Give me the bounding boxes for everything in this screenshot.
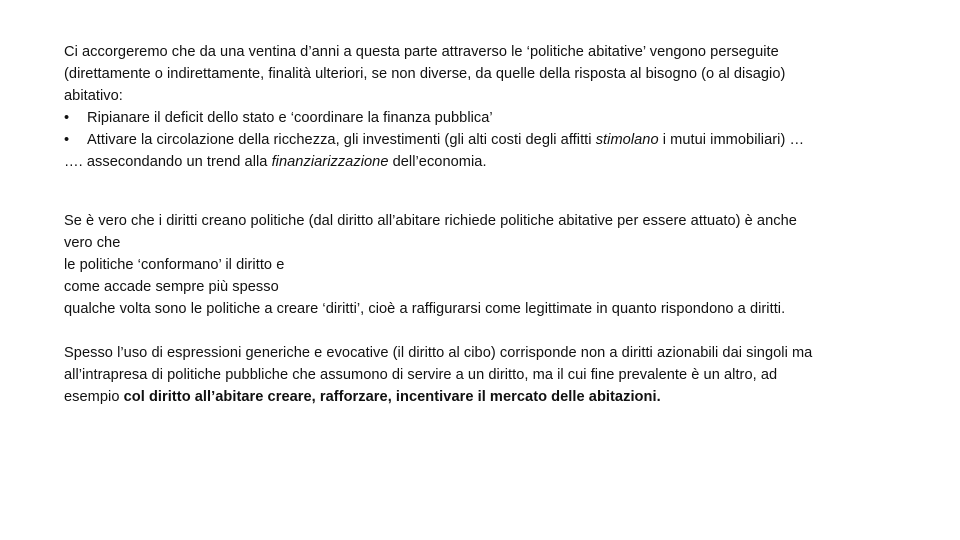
text-fragment: esempio — [64, 389, 124, 405]
emphasis-text: finanziarizzazione — [271, 154, 389, 170]
bullet-text: Attivare la circolazione della ricchezza, gli investimenti (gli alti costi degli affitti — [87, 132, 596, 148]
bullet-text: Ripianare il deficit dello stato e ‘coordinare la finanza pubblica’ — [87, 110, 493, 126]
bullet-text: i mutui immobiliari) … — [658, 132, 805, 148]
text-line: qualche volta sono le politiche a creare ‘diritti’, cioè a raffigurarsi come legittimate in quanto rispondono a diritti. — [64, 301, 786, 317]
text-line: Spesso l’uso di espressioni generiche e evocative (il diritto al cibo) corrisponde non a diritti azionabili dai singoli ma — [64, 345, 813, 361]
text-line: le politiche ‘conformano’ il diritto e — [64, 257, 285, 273]
text-line — [64, 386, 914, 408]
emphasis-text: stimolano — [595, 132, 659, 148]
bullet-marker: • — [64, 132, 70, 148]
text-line: abitativo: — [64, 88, 123, 104]
text-line: vero che — [64, 235, 121, 251]
paragraph-rights-and-policies — [64, 210, 914, 320]
text-line — [64, 151, 914, 173]
slide-text-body — [64, 41, 914, 408]
text-line: (direttamente o indirettamente, finalità ulteriori, se non diverse, da quelle della risposta al bisogno (o al disagio) — [64, 66, 786, 82]
closing-text: …. assecondando un trend alla — [64, 154, 272, 170]
text-line: Se è vero che i diritti creano politiche (dal diritto all’abitare richiede politiche abitative per essere attuato) è anche — [64, 213, 797, 229]
bold-text: col diritto all’abitare creare, rafforzare, incentivare il mercato delle abitazioni. — [123, 389, 661, 405]
paragraph-generic-expressions — [64, 342, 914, 408]
paragraph-spacer — [64, 173, 914, 210]
text-line: Ci accorgeremo che da una ventina d’anni a questa parte attraverso le ‘politiche abitative’ vengono perseguite — [64, 44, 779, 60]
bullet-marker: • — [64, 110, 70, 126]
paragraph-policy-aims — [64, 41, 914, 173]
text-line: come accade sempre più spesso — [64, 279, 279, 295]
text-line: all’intrapresa di politiche pubbliche che assumono di servire a un diritto, ma il cui fine prevalente è un altro, ad — [64, 367, 778, 383]
bullet-item — [64, 107, 914, 129]
closing-text: dell’economia. — [388, 154, 487, 170]
paragraph-spacer — [64, 320, 914, 342]
bullet-item — [64, 129, 914, 151]
